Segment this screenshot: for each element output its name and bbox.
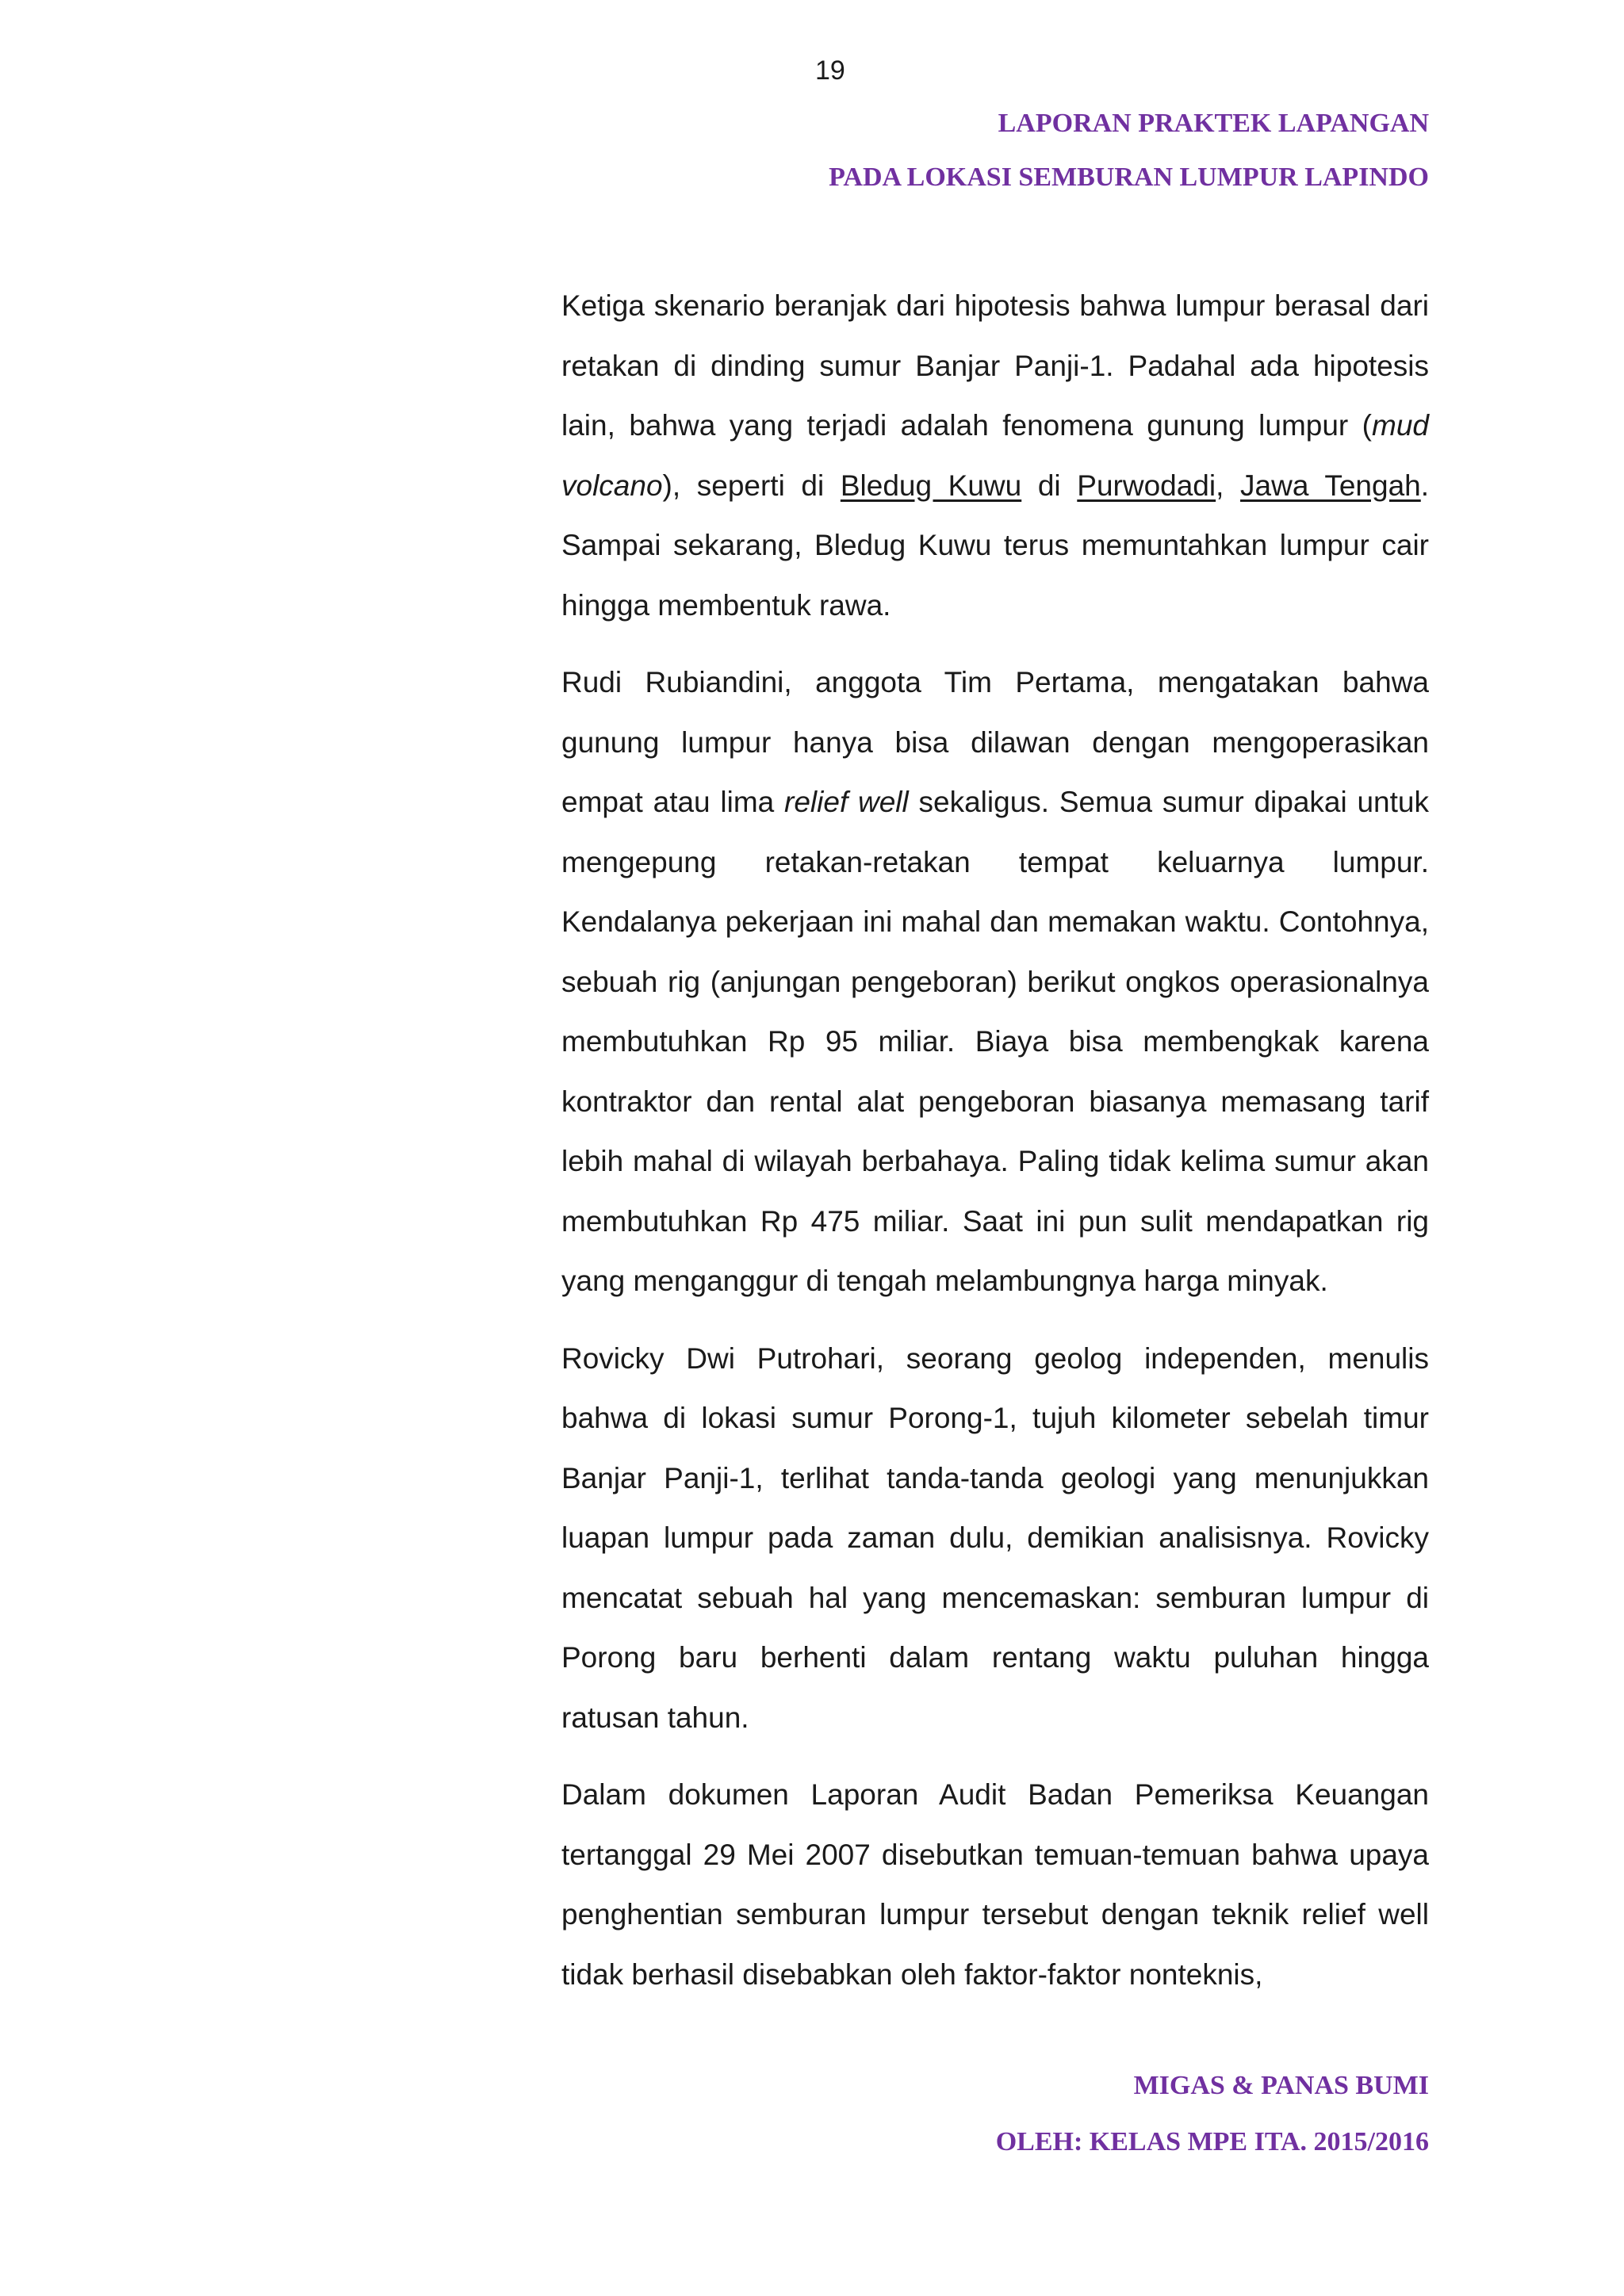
paragraph-text: . Sampai sekarang, Bledug Kuwu terus memuntahkan lumpur cair hingga membentuk rawa. — [561, 469, 1430, 622]
page-number: 19 — [815, 55, 845, 86]
italic-term: mud volcano — [561, 409, 1429, 502]
link-bledug-kuwu[interactable]: Bledug Kuwu — [840, 469, 1022, 502]
paragraph-text: Rudi Rubiandini, anggota Tim Pertama, mengatakan bahwa gunung lumpur hanya bisa dilawan dengan mengoperasikan empat atau lima — [561, 666, 1429, 818]
paragraph-text: , — [1216, 469, 1241, 502]
paragraph-text: di — [1021, 469, 1078, 502]
header-title: LAPORAN PRAKTEK LAPANGAN — [998, 109, 1429, 138]
paragraph-text: ), seperti di — [662, 469, 841, 502]
italic-term: relief well — [784, 786, 909, 818]
link-jawa-tengah[interactable]: Jawa Tengah — [1240, 469, 1421, 502]
document-body — [561, 276, 1429, 2022]
paragraph-4: Dalam dokumen Laporan Audit Badan Pemeriksa Keuangan tertanggal 29 Mei 2007 disebutkan temuan-temuan bahwa upaya penghentian semburan lumpur tersebut dengan teknik relief well tidak berhasil disebabkan oleh faktor-faktor nonteknis, — [561, 1778, 1429, 1991]
paragraph-text: sekaligus. Semua sumur dipakai untuk mengepung retakan-retakan tempat keluarnya lumpur. Kendalanya pekerjaan ini mahal dan memakan waktu. Contohnya, sebuah rig (anjungan pengeboran) berikut ongkos operasionalnya membutuhkan Rp 95 miliar. Biaya bisa membengkak karena kontraktor dan rental alat pengeboran biasanya memasang tarif lebih mahal di wilayah berbahaya. Paling tidak kelima sumur akan membutuhkan Rp 475 miliar. Saat ini pun sulit mendapatkan rig yang menganggur di tengah melambungnya harga minyak. — [561, 786, 1429, 1297]
footer-author: OLEH: KELAS MPE ITA. 2015/2016 — [995, 2127, 1429, 2156]
paragraph-3: Rovicky Dwi Putrohari, seorang geolog independen, menulis bahwa di lokasi sumur Porong-1, tujuh kilometer sebelah timur Banjar Panji-1, terlihat tanda-tanda geologi yang menunjukkan luapan lumpur pada zaman dulu, demikian analisisnya. Rovicky mencatat sebuah hal yang mencemaskan: semburan lumpur di Porong baru berhenti dalam rentang waktu puluhan hingga ratusan tahun. — [561, 1341, 1429, 1734]
paragraph-2 — [561, 652, 1429, 1311]
link-purwodadi[interactable]: Purwodadi — [1077, 469, 1216, 502]
header-subtitle: PADA LOKASI SEMBURAN LUMPUR LAPINDO — [829, 163, 1429, 192]
paragraph-1 — [561, 276, 1429, 635]
paragraph-text: Ketiga skenario beranjak dari hipotesis bahwa lumpur berasal dari retakan di dinding sumur Banjar Panji-1. Padahal ada hipotesis lain, bahwa yang terjadi adalah fenomena gunung lumpur ( — [561, 289, 1429, 442]
footer-department: MIGAS & PANAS BUMI — [1133, 2071, 1429, 2100]
